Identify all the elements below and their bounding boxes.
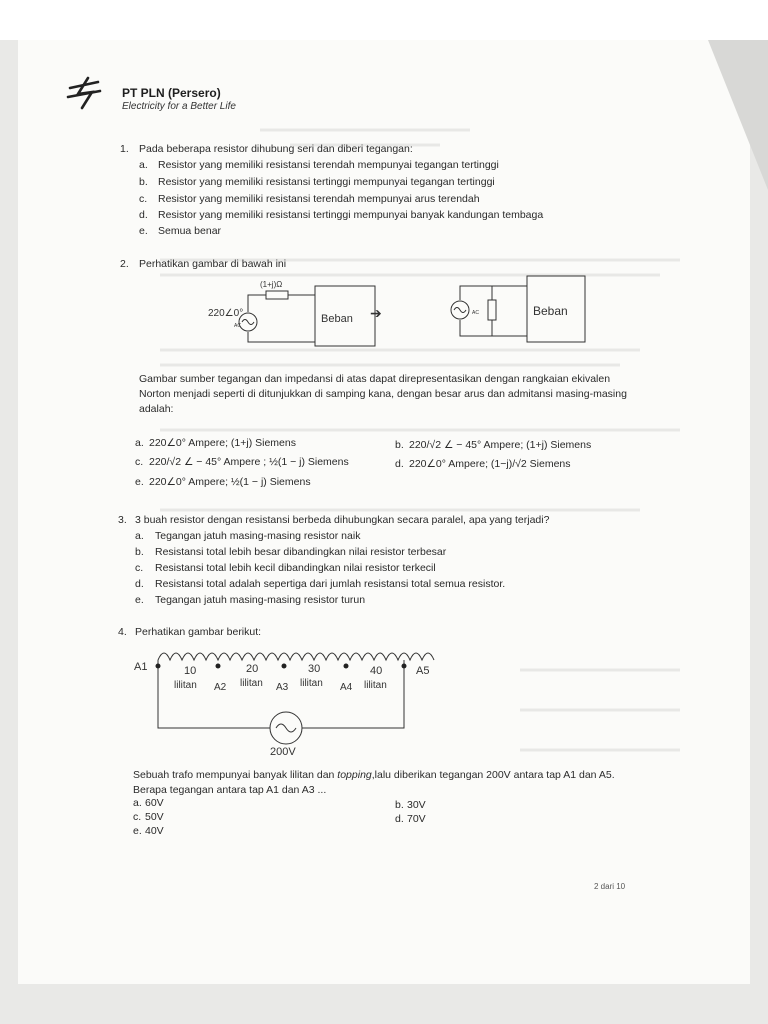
q4-option-a-text: 60V [145, 797, 164, 809]
q2-option-e-text: 220∠0° Ampere; ½(1 − j) Siemens [149, 476, 311, 488]
impedance-resistor [266, 291, 288, 299]
q1-option-e-label: e. [139, 225, 148, 237]
question-4-number: 4. [118, 626, 127, 638]
q2-option-b-text: 220/√2 ∠ − 45° Ampere; (1+j) Siemens [409, 439, 592, 451]
source-voltage-label: 200V [270, 746, 296, 758]
tap-A1-label: A1 [134, 661, 148, 673]
thevenin-norton-figure [200, 272, 600, 362]
q1-option-b-text: Resistor yang memiliki resistansi tertinggi mempunyai tegangan tertinggi [158, 176, 495, 188]
q1-option-e-text: Semua benar [158, 225, 222, 237]
q2-option-a-label: a. [135, 437, 144, 449]
q1-option-a-label: a. [139, 159, 148, 171]
q2-option-e-label: e. [135, 476, 144, 488]
q1-option-a-text: Resistor yang memiliki resistansi terendah mempunyai tegangan tertinggi [158, 159, 499, 171]
company-tagline: Electricity for a Better Life [122, 101, 236, 112]
winding-2-unit: lilitan [240, 678, 263, 689]
impedance-label: (1+j)Ω [260, 280, 283, 289]
question-2-paragraph: Gambar sumber tegangan dan impedansi di atas dapat direpresentasikan dengan rangkaian ekivalen Norton menjadi seperti di ditunjukkan di samping kana, dengan besar arus dan admitansi masing-masing adalah: [139, 373, 627, 415]
q3-option-c-text: Resistansi total lebih kecil dibandingkan nilai resistor terkecil [155, 562, 436, 574]
q3-option-d-label: d. [135, 578, 144, 590]
source-phasor-label: 220∠0° [208, 308, 244, 319]
ac-label-right: AC [472, 310, 479, 316]
q3-option-b-text: Resistansi total lebih besar dibandingkan nilai resistor terbesar [155, 546, 447, 558]
q4-paragraph-post: ,lalu diberikan tegangan 200V antara tap A1 dan A5. Berapa tegangan antara tap A1 dan A3 ... [133, 769, 615, 796]
page-number: 2 dari 10 [594, 882, 626, 891]
q2-option-d-label: d. [395, 458, 404, 470]
tap-A3-label: A3 [276, 682, 289, 693]
q4-option-b-label: b. [395, 799, 404, 811]
q2-option-d-text: 220∠0° Ampere; (1−j)/√2 Siemens [409, 458, 571, 470]
q2-option-a-text: 220∠0° Ampere; (1+j) Siemens [149, 437, 296, 449]
tap-A4-label: A4 [340, 682, 353, 693]
paper-fold [708, 40, 768, 190]
pln-logo-icon [66, 76, 102, 110]
q2-option-c-label: c. [135, 456, 144, 468]
winding-4-count: 40 [370, 665, 383, 677]
scan-margin [0, 0, 768, 40]
question-4-paragraph [133, 768, 633, 798]
q1-option-b-label: b. [139, 176, 148, 188]
q4-option-a-label: a. [133, 797, 142, 809]
q1-option-c-text: Resistor yang memiliki resistansi terendah mempunyai arus terendah [158, 193, 480, 205]
q4-option-b-text: 30V [407, 799, 426, 811]
q3-option-a-label: a. [135, 530, 144, 542]
q1-option-d-text: Resistor yang memiliki resistansi tertinggi mempunyai banyak kandungan tembaga [158, 209, 544, 221]
winding-4-unit: lilitan [364, 680, 387, 691]
q4-option-d-text: 70V [407, 813, 426, 825]
winding-2-count: 20 [246, 663, 259, 675]
question-2-text: Perhatikan gambar di bawah ini [139, 258, 287, 270]
winding-3-count: 30 [308, 663, 321, 675]
company-name: PT PLN (Persero) [122, 86, 221, 100]
transformer-tap-figure [130, 638, 450, 760]
winding-1-unit: lilitan [174, 680, 197, 691]
tap-A5-label: A5 [416, 665, 430, 677]
q4-paragraph-pre: Sebuah trafo mempunyai banyak lilitan dan [133, 769, 338, 781]
q2-option-b-label: b. [395, 439, 404, 451]
tap-A2-label: A2 [214, 682, 227, 693]
q3-option-e-text: Tegangan jatuh masing-masing resistor turun [155, 594, 366, 606]
question-1-text: Pada beberapa resistor dihubung seri dan diberi tegangan: [139, 143, 413, 155]
question-4-text: Perhatikan gambar berikut: [135, 626, 262, 638]
question-3-number: 3. [118, 514, 127, 526]
q2-option-c-text: 220/√2 ∠ − 45° Ampere ; ½(1 − j) Siemens [149, 456, 349, 468]
q4-option-c-label: c. [133, 811, 142, 823]
q3-option-d-text: Resistansi total adalah sepertiga dari jumlah resistansi total semua resistor. [155, 578, 506, 590]
question-1-number: 1. [120, 143, 129, 155]
load-label-left: Beban [321, 313, 353, 325]
load-label-right: Beban [533, 304, 568, 318]
q4-option-c-text: 50V [145, 811, 164, 823]
q3-option-c-label: c. [135, 562, 144, 574]
winding-3-unit: lilitan [300, 678, 323, 689]
question-3-text: 3 buah resistor dengan resistansi berbeda dihubungkan secara paralel, apa yang terjadi? [135, 514, 550, 526]
q1-option-d-label: d. [139, 209, 148, 221]
q3-option-e-label: e. [135, 594, 144, 606]
winding-coil [158, 653, 434, 660]
q4-option-e-label: e. [133, 825, 142, 837]
arrow-icon: ➔ [370, 305, 382, 321]
q4-option-e-text: 40V [145, 825, 164, 837]
question-2-number: 2. [120, 258, 129, 270]
q4-option-d-label: d. [395, 813, 404, 825]
ac-label-left: AC [234, 323, 241, 329]
q3-option-b-label: b. [135, 546, 144, 558]
q3-option-a-text: Tegangan jatuh masing-masing resistor naik [155, 530, 361, 542]
winding-1-count: 10 [184, 665, 197, 677]
shunt-admittance [488, 300, 496, 320]
q1-option-c-label: c. [139, 193, 148, 205]
q4-paragraph-em: topping [337, 769, 372, 781]
